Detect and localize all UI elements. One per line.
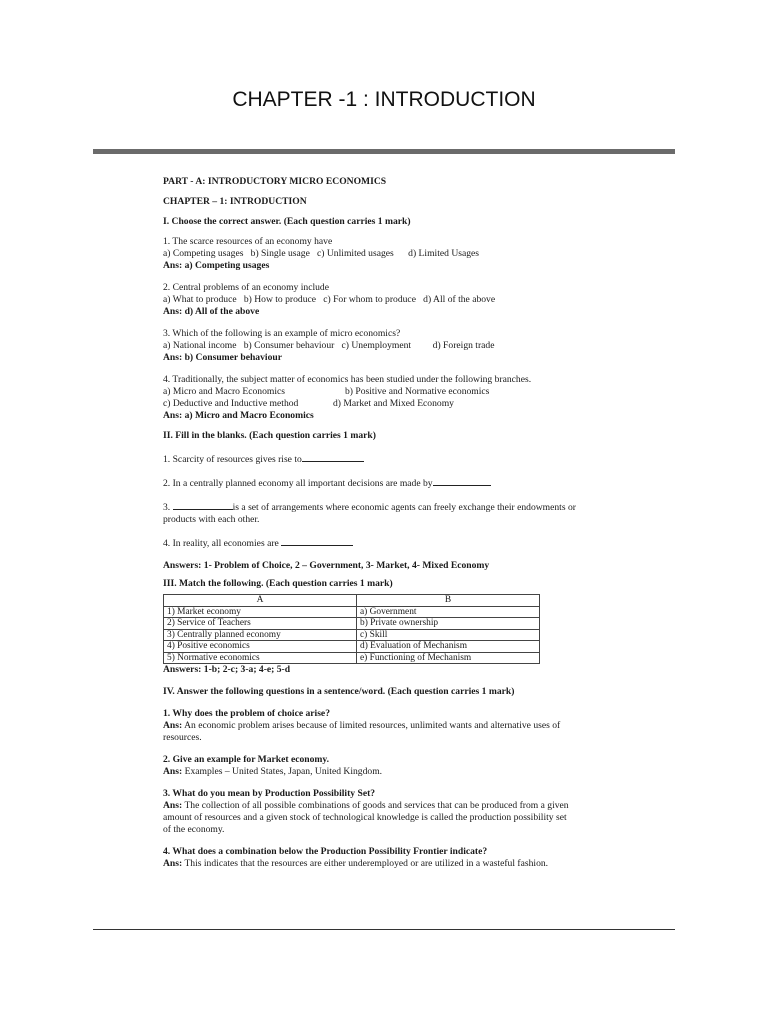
table-header-row [164,595,540,607]
section1-heading: I. Choose the correct answer. (Each question carries 1 mark) [163,216,411,227]
mcq-answer: Ans: b) Consumer behaviour [163,352,282,363]
mcq-question: 3. Which of the following is an example of micro economics? [163,328,401,339]
short-answer: Ans: An economic problem arises because of limited resources, unlimited wants and alternative uses of [163,720,561,731]
short-question: 3. What do you mean by Production Possibility Set? [163,788,376,799]
chapter-title: CHAPTER – 1: INTRODUCTION [163,196,307,207]
mcq-answer: Ans: d) All of the above [163,306,260,317]
section4-heading: IV. Answer the following questions in a sentence/word. (Each question carries 1 mark) [163,686,515,697]
short-answer: Ans: This indicates that the resources are either underemployed or are utilized in a wasteful fashion. [163,858,549,869]
column-a-header: A [164,595,357,607]
table-row: 1) Market economy a) Government [164,606,540,618]
column-b-header: B [357,595,540,607]
mcq-question: 1. The scarce resources of an economy have [163,236,333,247]
short-question: 4. What does a combination below the Production Possibility Frontier indicate? [163,846,488,857]
mcq-answer: Ans: a) Competing usages [163,260,270,271]
mcq-question: 4. Traditionally, the subject matter of economics has been studied under the following branches. [163,374,532,385]
document-body [163,176,623,870]
mcq-options: a) National income b) Consumer behaviour c) Unemployment d) Foreign trade [163,340,495,351]
mcq-answer: Ans: a) Micro and Macro Economics [163,410,314,421]
match-table [163,594,540,664]
match-answers: Answers: 1-b; 2-c; 3-a; 4-e; 5-d [163,664,291,675]
table-row: 4) Positive economics d) Evaluation of Mechanism [164,641,540,653]
fill-question: 4. In reality, all economies are [163,536,623,550]
short-answer: Ans: The collection of all possible combinations of goods and services that can be produced from a given [163,800,569,811]
short-answer-cont: amount of resources and a given stock of technological knowledge is called the production possibility set [163,812,567,823]
fill-question: 2. In a centrally planned economy all important decisions are made by [163,476,623,490]
mcq-options: a) Micro and Macro Economics b) Positive and Normative economics [163,386,490,397]
fill-answers: Answers: 1- Problem of Choice, 2 – Government, 3- Market, 4- Mixed Economy [163,560,490,571]
fill-question-cont: products with each other. [163,514,260,525]
short-question: 1. Why does the problem of choice arise? [163,708,330,719]
bottom-divider [93,929,675,930]
fill-question: 1. Scarcity of resources gives rise to [163,452,623,466]
short-answer-cont: of the economy. [163,824,225,835]
short-answer: Ans: Examples – United States, Japan, United Kingdom. [163,766,383,777]
page-title: CHAPTER -1 : INTRODUCTION [232,88,536,111]
table-row: 3) Centrally planned economy c) Skill [164,629,540,641]
mcq-question: 2. Central problems of an economy include [163,282,329,293]
table-row: 2) Service of Teachers b) Private ownership [164,618,540,630]
mcq-options: a) What to produce b) How to produce c) For whom to produce d) All of the above [163,294,496,305]
section2-heading: II. Fill in the blanks. (Each question carries 1 mark) [163,430,376,441]
mcq-options: a) Competing usages b) Single usage c) Unlimited usages d) Limited Usages [163,248,480,259]
section3-heading: III. Match the following. (Each question carries 1 mark) [163,578,393,589]
mcq-options: c) Deductive and Inductive method d) Market and Mixed Economy [163,398,454,409]
table-row: 5) Normative economics e) Functioning of Mechanism [164,652,540,664]
short-answer-cont: resources. [163,732,202,743]
part-title: PART - A: INTRODUCTORY MICRO ECONOMICS [163,176,387,187]
short-question: 2. Give an example for Market economy. [163,754,330,765]
top-divider [93,149,675,154]
fill-question: 3. is a set of arrangements where economic agents can freely exchange their endowments or [163,502,576,513]
